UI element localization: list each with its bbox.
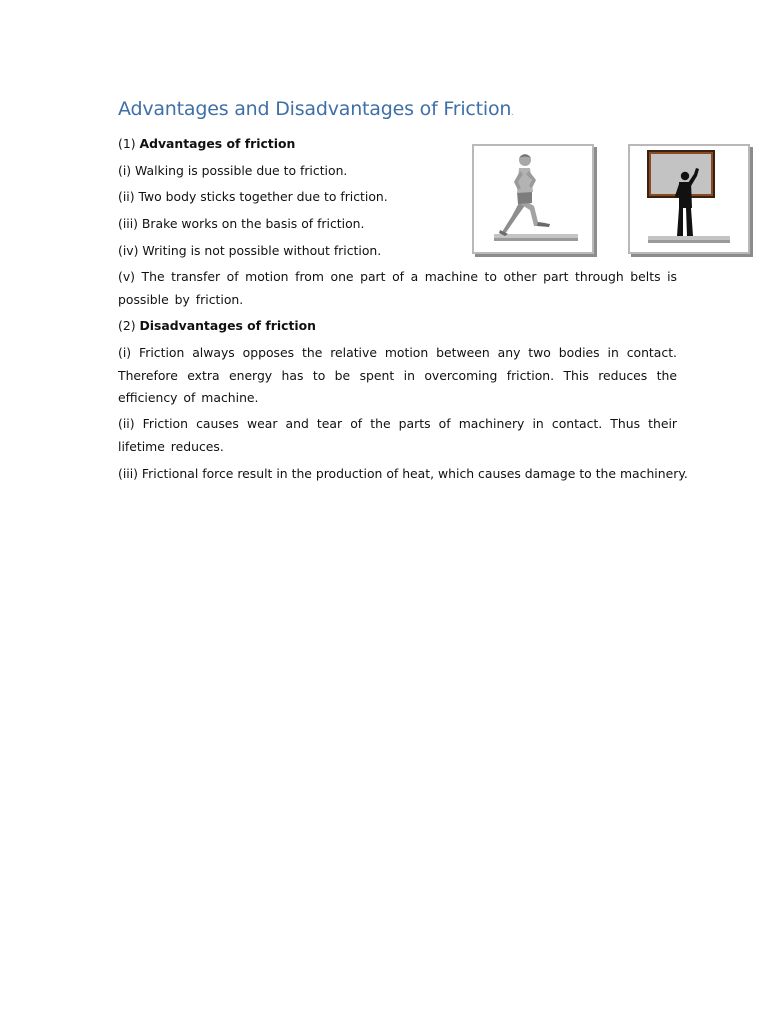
disadvantages-number: (2)	[118, 318, 136, 333]
disadvantages-heading-text: Disadvantages of friction	[139, 318, 316, 333]
page-title-suffix: .	[511, 108, 514, 118]
advantages-heading	[118, 133, 295, 156]
person-writing-on-board-icon	[630, 146, 748, 252]
page-title	[118, 98, 514, 120]
disadvantage-item-2: (ii) Friction causes wear and tear of the parts of machinery in contact. Thus their lifetime reduces.	[118, 416, 677, 454]
advantage-item-1: (i) Walking is possible due to friction.	[118, 163, 348, 178]
advantage-item-5: (v) The transfer of motion from one part of a machine to other part through belts is possible by friction.	[118, 269, 677, 307]
disadvantage-item-3: (iii) Frictional force result in the production of heat, which causes damage to the machinery.	[118, 466, 688, 481]
advantage-item-3: (iii) Brake works on the basis of friction.	[118, 216, 365, 231]
advantage-item-4: (iv) Writing is not possible without friction.	[118, 243, 382, 258]
walking-person-icon	[474, 146, 592, 252]
walking-figure	[472, 144, 594, 254]
disadvantage-item-1: (i) Friction always opposes the relative motion between any two bodies in contact. Therefore extra energy has to be spent in overcoming friction. This reduces the efficiency of machine.	[118, 345, 677, 405]
advantages-number: (1)	[118, 136, 136, 151]
disadvantages-heading	[118, 315, 316, 338]
advantage-item-2: (ii) Two body sticks together due to friction.	[118, 189, 388, 204]
writing-figure	[628, 144, 750, 254]
page-title-text: Advantages and Disadvantages of Friction	[118, 98, 512, 120]
advantages-heading-text: Advantages of friction	[139, 136, 296, 151]
